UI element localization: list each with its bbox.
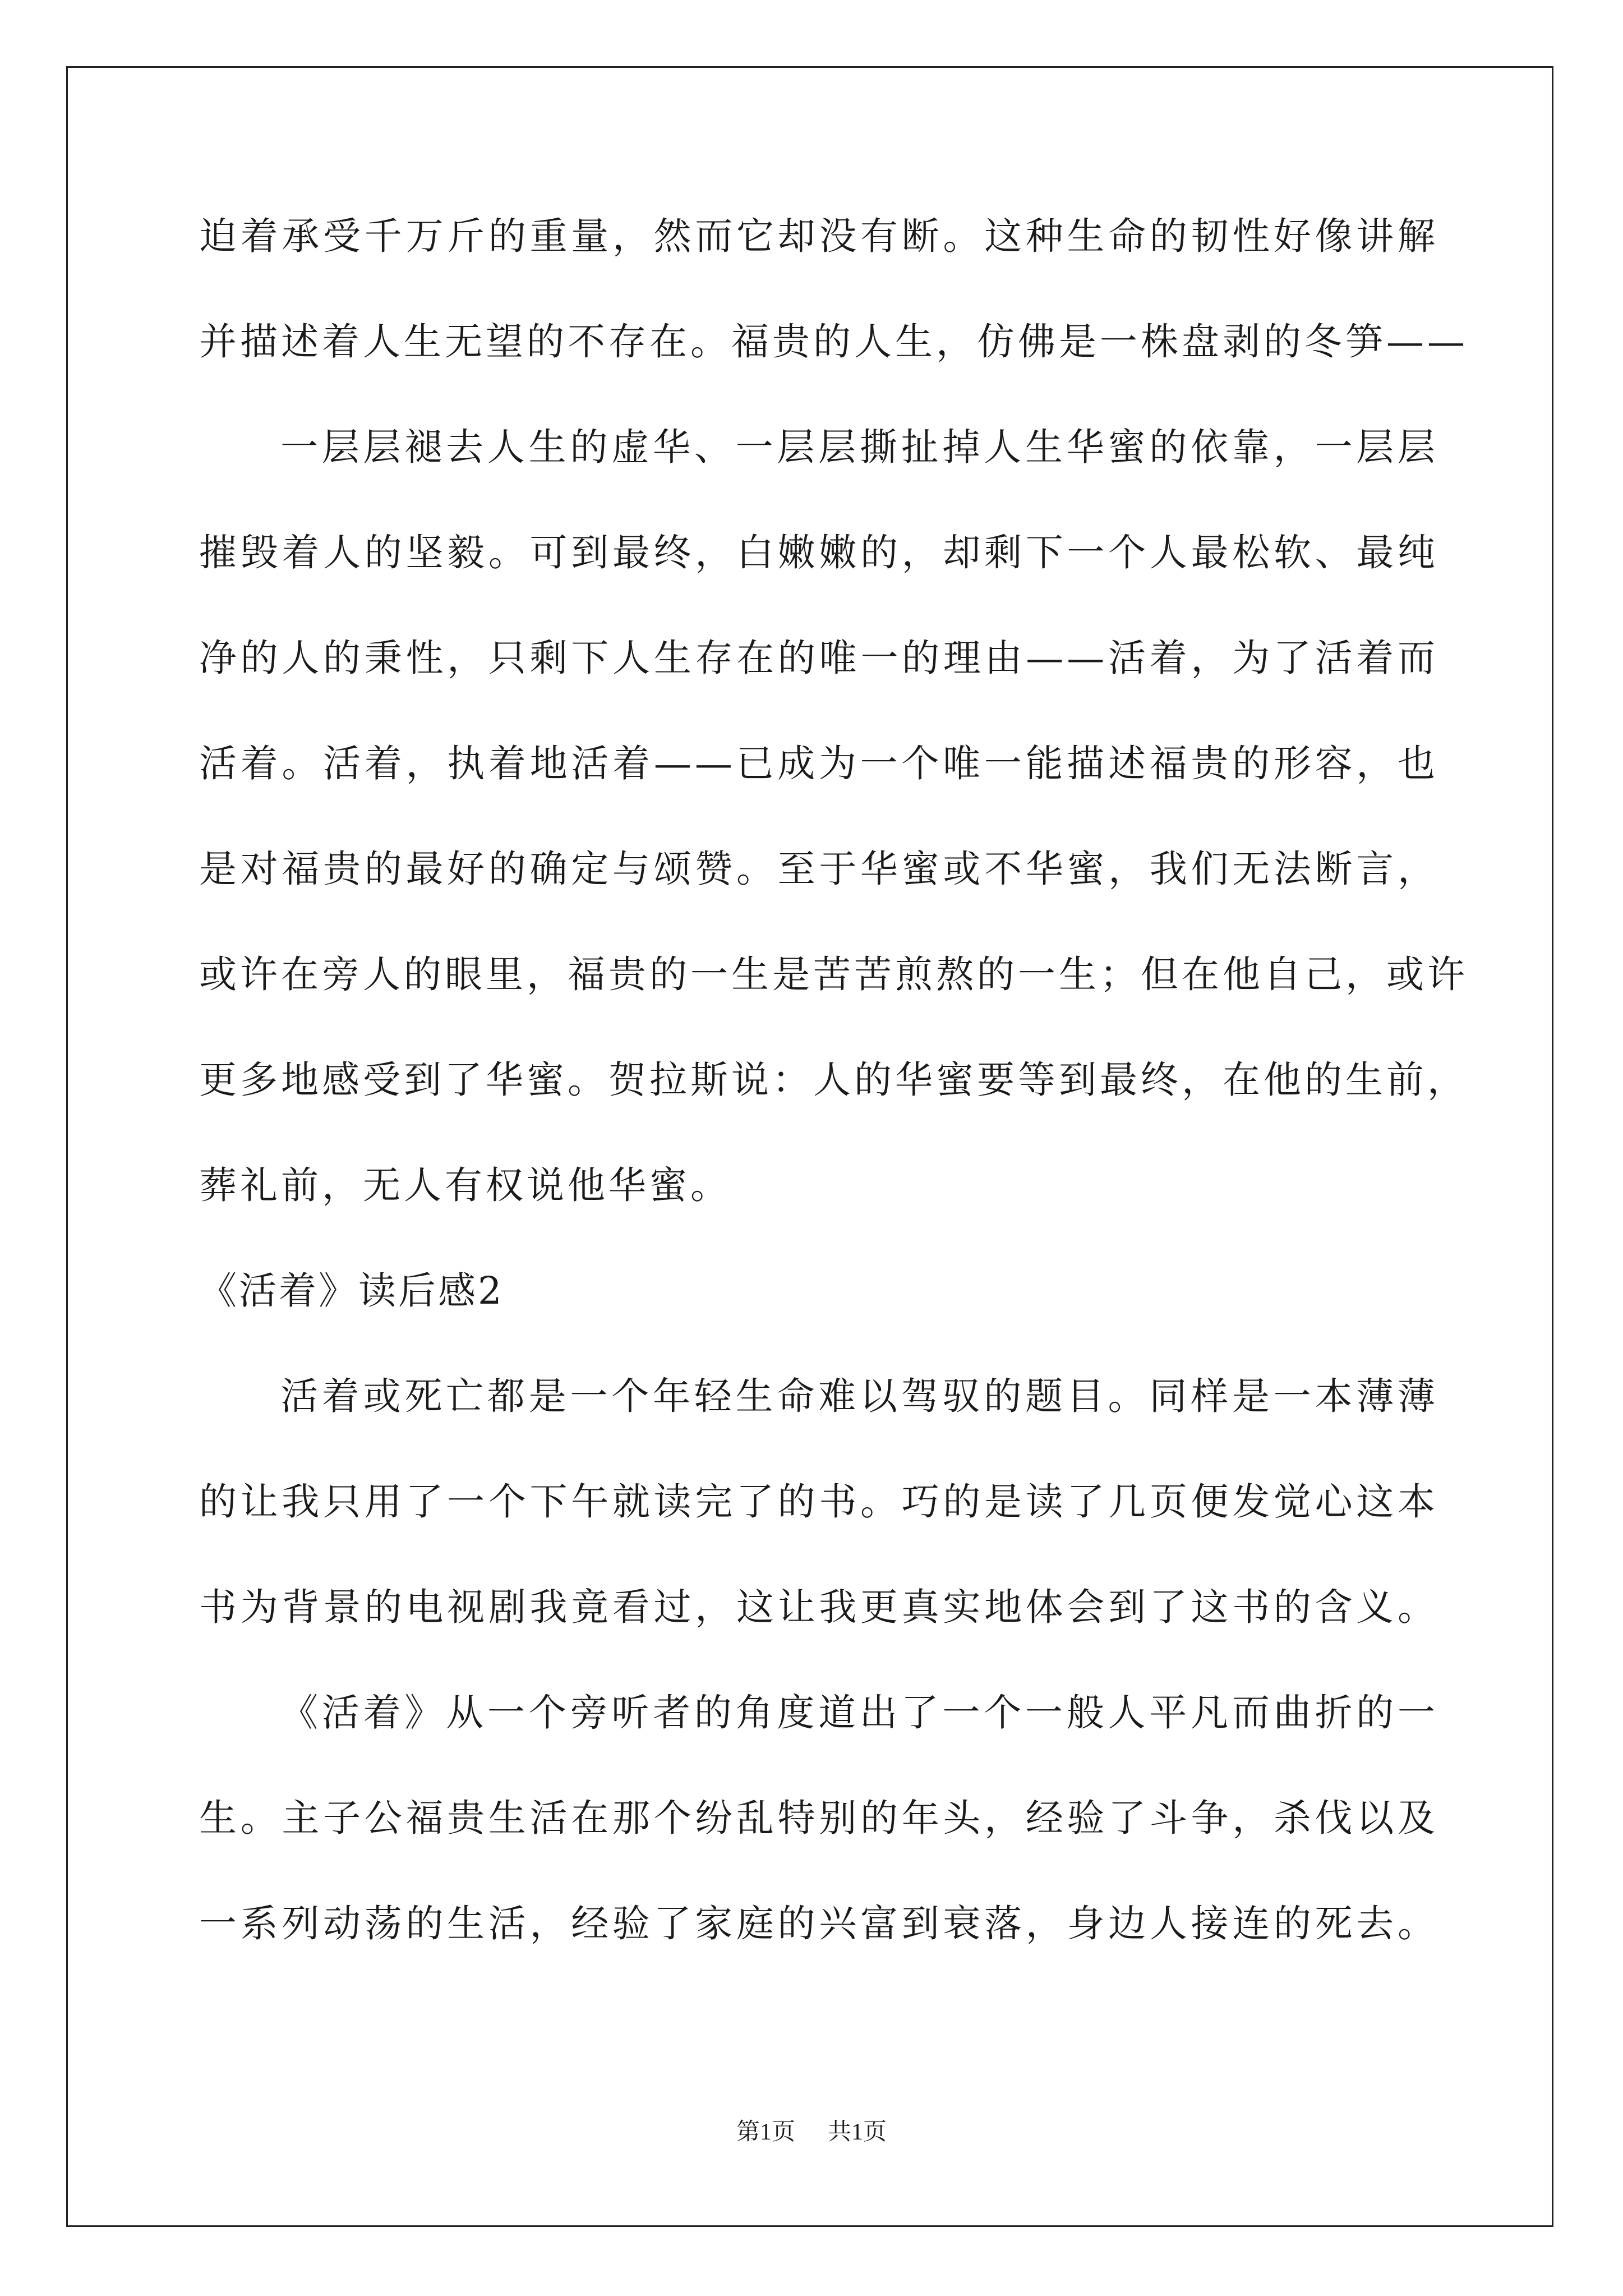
paragraph-start-line: 一层层褪去人生的虚华、一层层撕扯掉人生华蜜的依靠，一层层	[280, 425, 1438, 469]
text-line: 书为背景的电视剧我竟看过，这让我更真实地体会到了这书的含义。	[199, 1585, 1438, 1629]
page-number-current: 第1页	[736, 2119, 795, 2145]
text-line: 摧毁着人的坚毅。可到最终，白嫩嫩的，却剩下一个人最松软、最纯	[199, 531, 1438, 574]
document-body	[199, 214, 1468, 2010]
page-footer	[0, 2120, 1623, 2144]
text-line: 生。主子公福贵生活在那个纷乱特别的年头，经验了斗争，杀伐以及	[199, 1796, 1438, 1840]
text-line: 净的人的秉性，只剩下人生存在的唯一的理由——活着，为了活着而	[199, 636, 1438, 680]
text-line: 或许在旁人的眼里，福贵的一生是苦苦煎熬的一生；但在他自己，或许	[199, 953, 1468, 996]
text-line: 活着。活着，执着地活着——已成为一个唯一能描述福贵的形容，也	[199, 742, 1438, 785]
paragraph-start-line: 活着或死亡都是一个年轻生命难以驾驭的题目。同样是一本薄薄	[280, 1374, 1438, 1418]
text-line: 一系列动荡的生活，经验了家庭的兴富到衰落，身边人接连的死去。	[199, 1902, 1438, 1945]
text-line: 更多地感受到了华蜜。贺拉斯说：人的华蜜要等到最终，在他的生前，	[199, 1058, 1468, 1102]
section-heading: 《活着》读后感2	[199, 1269, 504, 1313]
text-line: 的让我只用了一个下午就读完了的书。巧的是读了几页便发觉心这本	[199, 1480, 1438, 1524]
page-number-total: 共1页	[828, 2119, 887, 2145]
paragraph-end-line: 葬礼前，无人有权说他华蜜。	[199, 1163, 731, 1207]
paragraph-start-line: 《活着》从一个旁听者的角度道出了一个一般人平凡而曲折的一	[280, 1691, 1438, 1734]
text-line: 迫着承受千万斤的重量，然而它却没有断。这种生命的韧性好像讲解	[199, 214, 1438, 258]
text-line: 并描述着人生无望的不存在。福贵的人生，仿佛是一株盘剥的冬笋——	[199, 320, 1468, 364]
text-line: 是对福贵的最好的确定与颂赞。至于华蜜或不华蜜，我们无法断言，	[199, 847, 1438, 891]
